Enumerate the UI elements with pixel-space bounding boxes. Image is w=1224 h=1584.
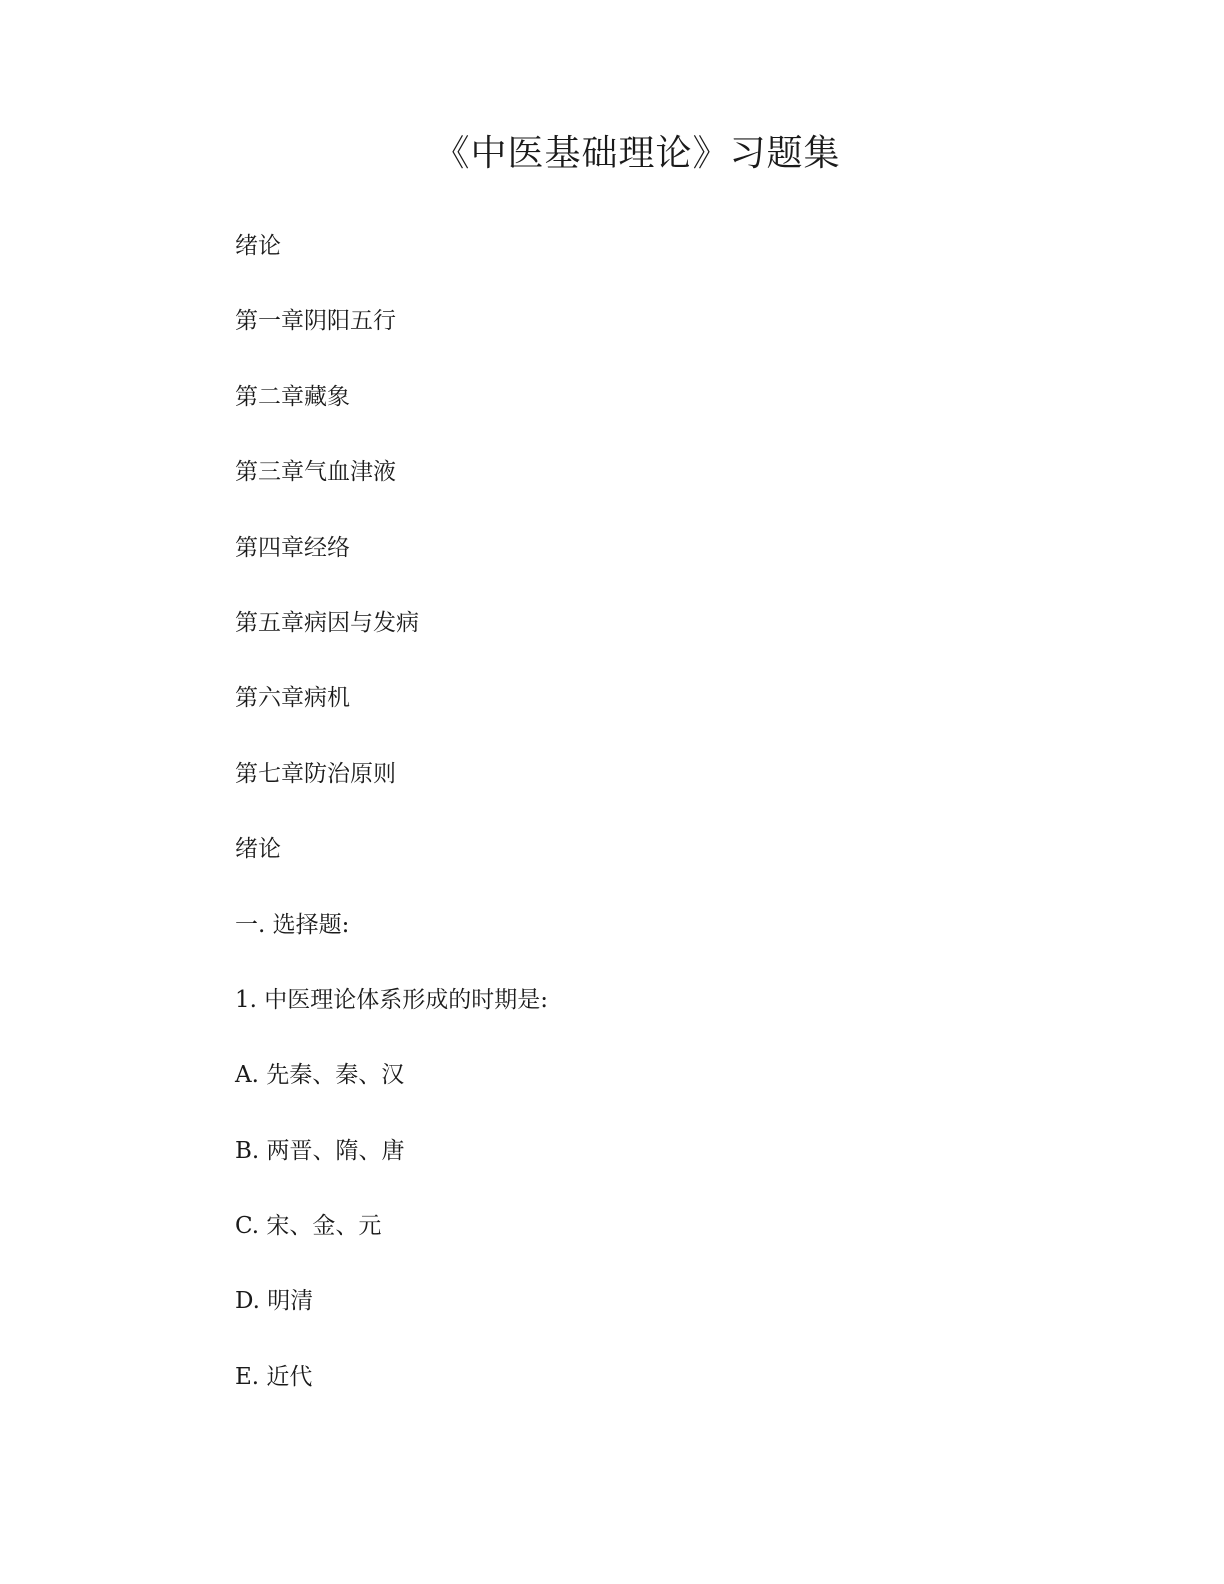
toc-item-chapter-5: 第五章病因与发病 xyxy=(235,609,419,636)
document-title: 《中医基础理论》习题集 xyxy=(433,133,841,174)
section-subheading: 一. 选择题: xyxy=(235,911,350,938)
toc-item-introduction: 绪论 xyxy=(235,233,281,259)
answer-option-d: D. 明清 xyxy=(235,1288,314,1315)
answer-option-c: C. 宋、金、元 xyxy=(235,1213,382,1240)
question-text: 1. 中医理论体系形成的时期是: xyxy=(235,986,549,1013)
toc-item-chapter-7: 第七章防治原则 xyxy=(235,760,396,787)
document-body xyxy=(235,228,548,1434)
toc-item-chapter-3: 第三章气血津液 xyxy=(235,459,396,486)
section-heading: 绪论 xyxy=(235,836,281,863)
toc-item-chapter-6: 第六章病机 xyxy=(235,685,350,712)
answer-option-e: E. 近代 xyxy=(235,1363,313,1390)
toc-item-chapter-4: 第四章经络 xyxy=(235,534,350,561)
answer-option-b: B. 两晋、隋、唐 xyxy=(235,1137,405,1164)
answer-option-a: A. 先秦、秦、汉 xyxy=(235,1062,405,1089)
toc-item-chapter-2: 第二章藏象 xyxy=(235,383,350,410)
toc-item-chapter-1: 第一章阴阳五行 xyxy=(235,308,396,335)
